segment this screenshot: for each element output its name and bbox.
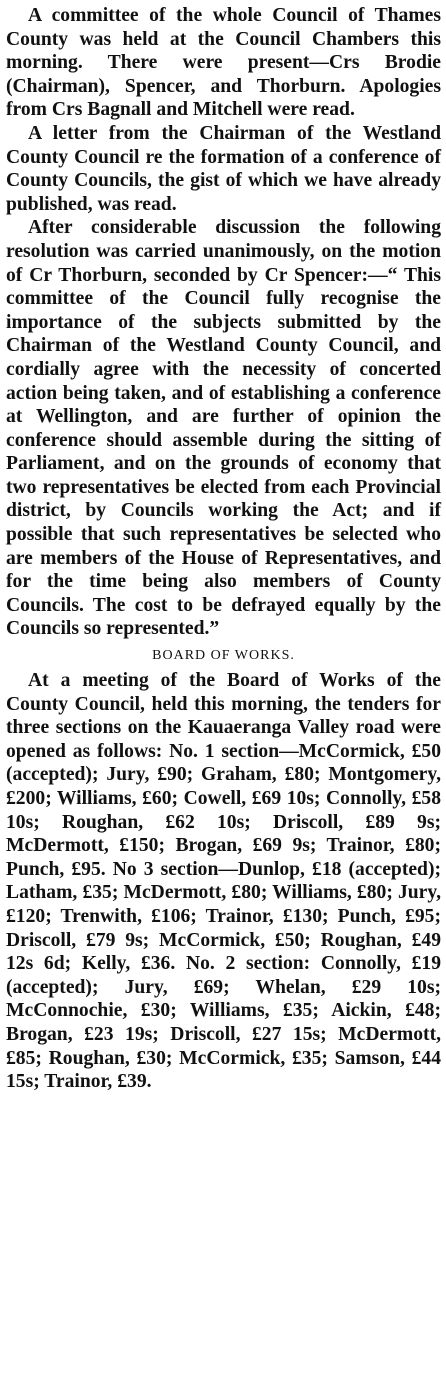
paragraph-tenders: At a meeting of the Board of Works of the County Council, held this morning, the tenders for three sections on the Kauaeranga Valley road were opened as follows: No. 1 section—McCormick, £50 (accepted); Jury, £90; Graham, £80; Montgomery, £200; Williams, £60; Cowell, £69 10s; Connolly, £58 10s; Roughan, £62 10s; Driscoll, £89 9s; McDermott, £150; Brogan, £69 9s; Trainor, £80; Punch, £95. No 3 section—Dunlop, £18 (accepted); Latham, £35; McDermott, £80; Williams, £80; Jury, £120; Trenwith, £106; Trainor, £130; Punch, £95; Driscoll, £79 9s; McCormick, £50; Roughan, £49 12s 6d; Kelly, £36. No. 2 section: Connolly, £19 (accepted); Jury, £69; Whelan, £29 10s; McConnochie, £30; Williams, £35; Aickin, £48; Brogan, £23 19s; Driscoll, £27 15s; McDermott, £85; Roughan, £30; McCormick, £35; Samson, £44 15s; Trainor, £39. [6, 670, 441, 1093]
paragraph-committee-meeting: A committee of the whole Council of Thames County was held at the Council Chambers this morning. There were present—Crs Brodie (Chairman), Spencer, and Thorburn. Apologies from Crs Bagnall and Mitchell were read. [6, 5, 441, 121]
paragraph-resolution: After considerable discussion the following resolution was carried unanimously, on the motion of Cr Thorburn, seconded by Cr Spencer:—“ This committee of the Council fully recognise the importance of the subjects submitted by the Chairman of the Westland County Council, and cordially agree with the necessity of concerted action being taken, and of establishing a conference at Wellington, and are further of opinion the conference should assemble during the sitting of Parliament, and on the grounds of economy that two representatives be elected from each Provincial district, by Councils working the Act; and if possible that such representatives be selected who are members of the House of Representatives, and for the time being also members of County Councils. The cost to be defrayed equally by the Councils so represented.” [6, 217, 441, 640]
paragraph-westland-letter: A letter from the Chairman of the Westland County Council re the formation of a conference of County Councils, the gist of which we have already published, was read. [6, 122, 441, 215]
section-heading-board-of-works: BOARD OF WORKS. [152, 648, 295, 664]
